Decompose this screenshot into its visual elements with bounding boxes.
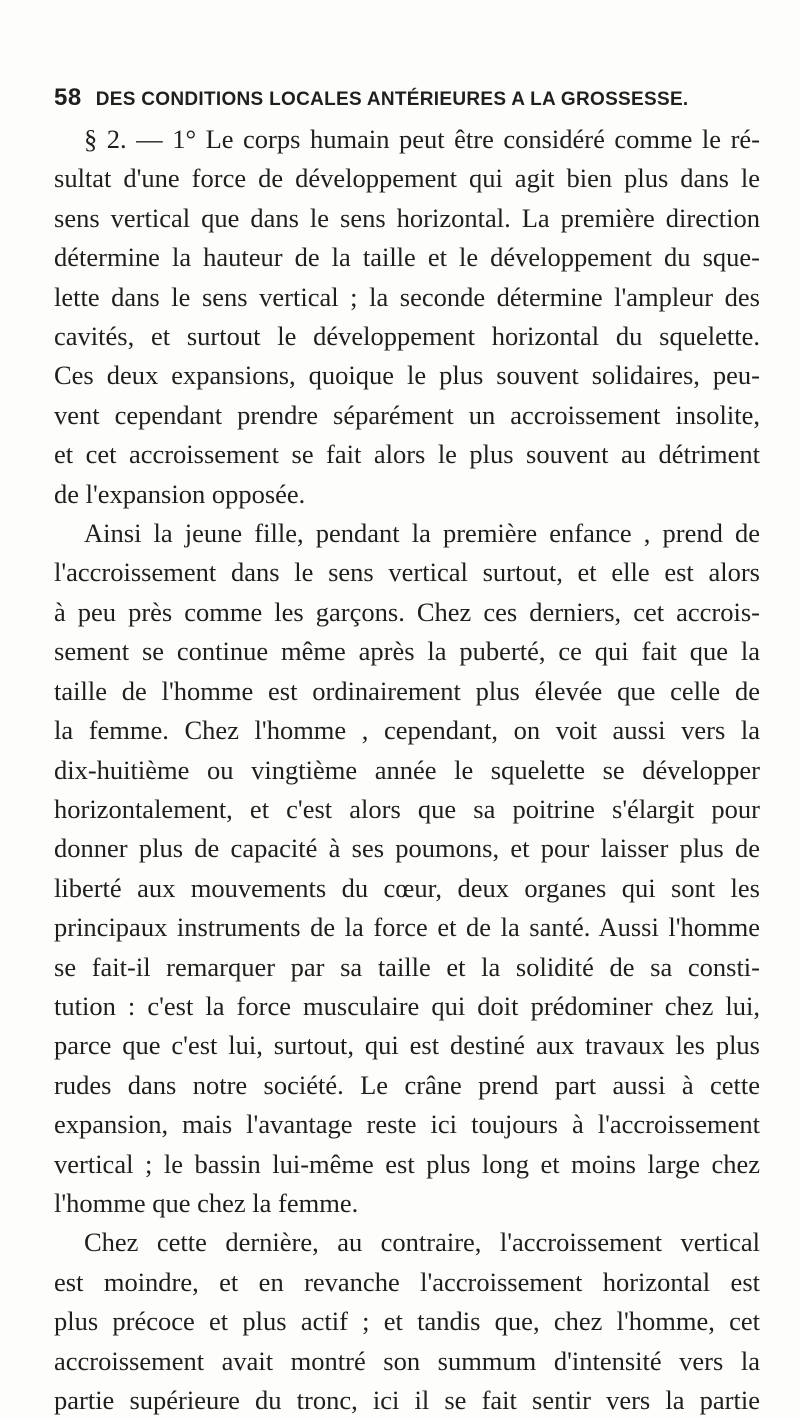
text-line: expansion, mais l'avantage reste ici toujours à l'accroissement xyxy=(54,1109,760,1140)
text-line: taille de l'homme est ordinairement plus élevée que celle de xyxy=(54,675,760,706)
text-line: horizontalement, et c'est alors que sa poitrine s'élargit pour xyxy=(54,793,760,824)
text-line: se fait-il remarquer par sa taille et la solidité de sa consti- xyxy=(54,951,760,982)
text-line: § 2. — 1° Le corps humain peut être considéré comme le ré- xyxy=(84,124,760,154)
text-line: cavités, et surtout le développement horizontal du squelette. xyxy=(54,321,760,352)
text-line: dix-huitième ou vingtième année le squelette se développer xyxy=(54,754,760,785)
text-line: sement se continue même après la puberté, ce qui fait que la xyxy=(54,636,760,667)
page-number: 58 xyxy=(54,84,82,111)
text-line: rudes dans notre société. Le crâne prend part aussi à cette xyxy=(54,1069,760,1100)
text-line: plus précoce et plus actif ; et tandis que, chez l'homme, cet xyxy=(54,1306,760,1337)
text-line: détermine la hauteur de la taille et le développement du sque- xyxy=(54,242,760,273)
text-line: vertical ; le bassin lui-même est plus long et moins large chez xyxy=(54,1148,760,1179)
text-line: tution : c'est la force musculaire qui doit prédominer chez lui, xyxy=(54,990,760,1021)
text-line: Ces deux expansions, quoique le plus souvent solidaires, peu- xyxy=(54,360,760,391)
text-line: et cet accroissement se fait alors le plus souvent au détriment xyxy=(54,439,760,470)
running-title: DES CONDITIONS LOCALES ANTÉRIEURES A LA GROSSESSE. xyxy=(95,89,689,110)
text-line: à peu près comme les garçons. Chez ces derniers, cet accrois- xyxy=(54,596,760,627)
text-line: accroissement avait montré son summum d'intensité vers la xyxy=(54,1345,760,1376)
text-line: sultat d'une force de développement qui agit bien plus dans le xyxy=(54,163,760,194)
text-line: sens vertical que dans le sens horizontal. La première direction xyxy=(54,202,760,233)
text-line: partie supérieure du tronc, ici il se fait sentir vers la partie xyxy=(54,1385,760,1415)
text-line: vent cependant prendre séparément un accroissement insolite, xyxy=(54,399,760,430)
text-line: l'accroissement dans le sens vertical surtout, et elle est alors xyxy=(54,557,760,588)
text-line: Ainsi la jeune fille, pendant la première enfance , prend de xyxy=(84,518,760,549)
text-line: principaux instruments de la force et de la santé. Aussi l'homme xyxy=(54,912,760,943)
text-line: de l'expansion opposée. xyxy=(54,478,306,509)
text-line: liberté aux mouvements du cœur, deux organes qui sont les xyxy=(54,872,760,903)
text-line: Chez cette dernière, au contraire, l'accroissement vertical xyxy=(84,1227,760,1258)
text-line: l'homme que chez la femme. xyxy=(54,1187,359,1218)
text-line: parce que c'est lui, surtout, qui est destiné aux travaux les plus xyxy=(54,1030,760,1061)
text-line: est moindre, et en revanche l'accroissement horizontal est xyxy=(54,1266,760,1297)
text-line: la femme. Chez l'homme , cependant, on voit aussi vers la xyxy=(54,715,760,746)
text-line: donner plus de capacité à ses poumons, et pour laisser plus de xyxy=(54,833,760,864)
running-head xyxy=(54,84,760,114)
body-text xyxy=(54,120,760,1420)
text-line: lette dans le sens vertical ; la seconde détermine l'ampleur des xyxy=(54,281,760,312)
